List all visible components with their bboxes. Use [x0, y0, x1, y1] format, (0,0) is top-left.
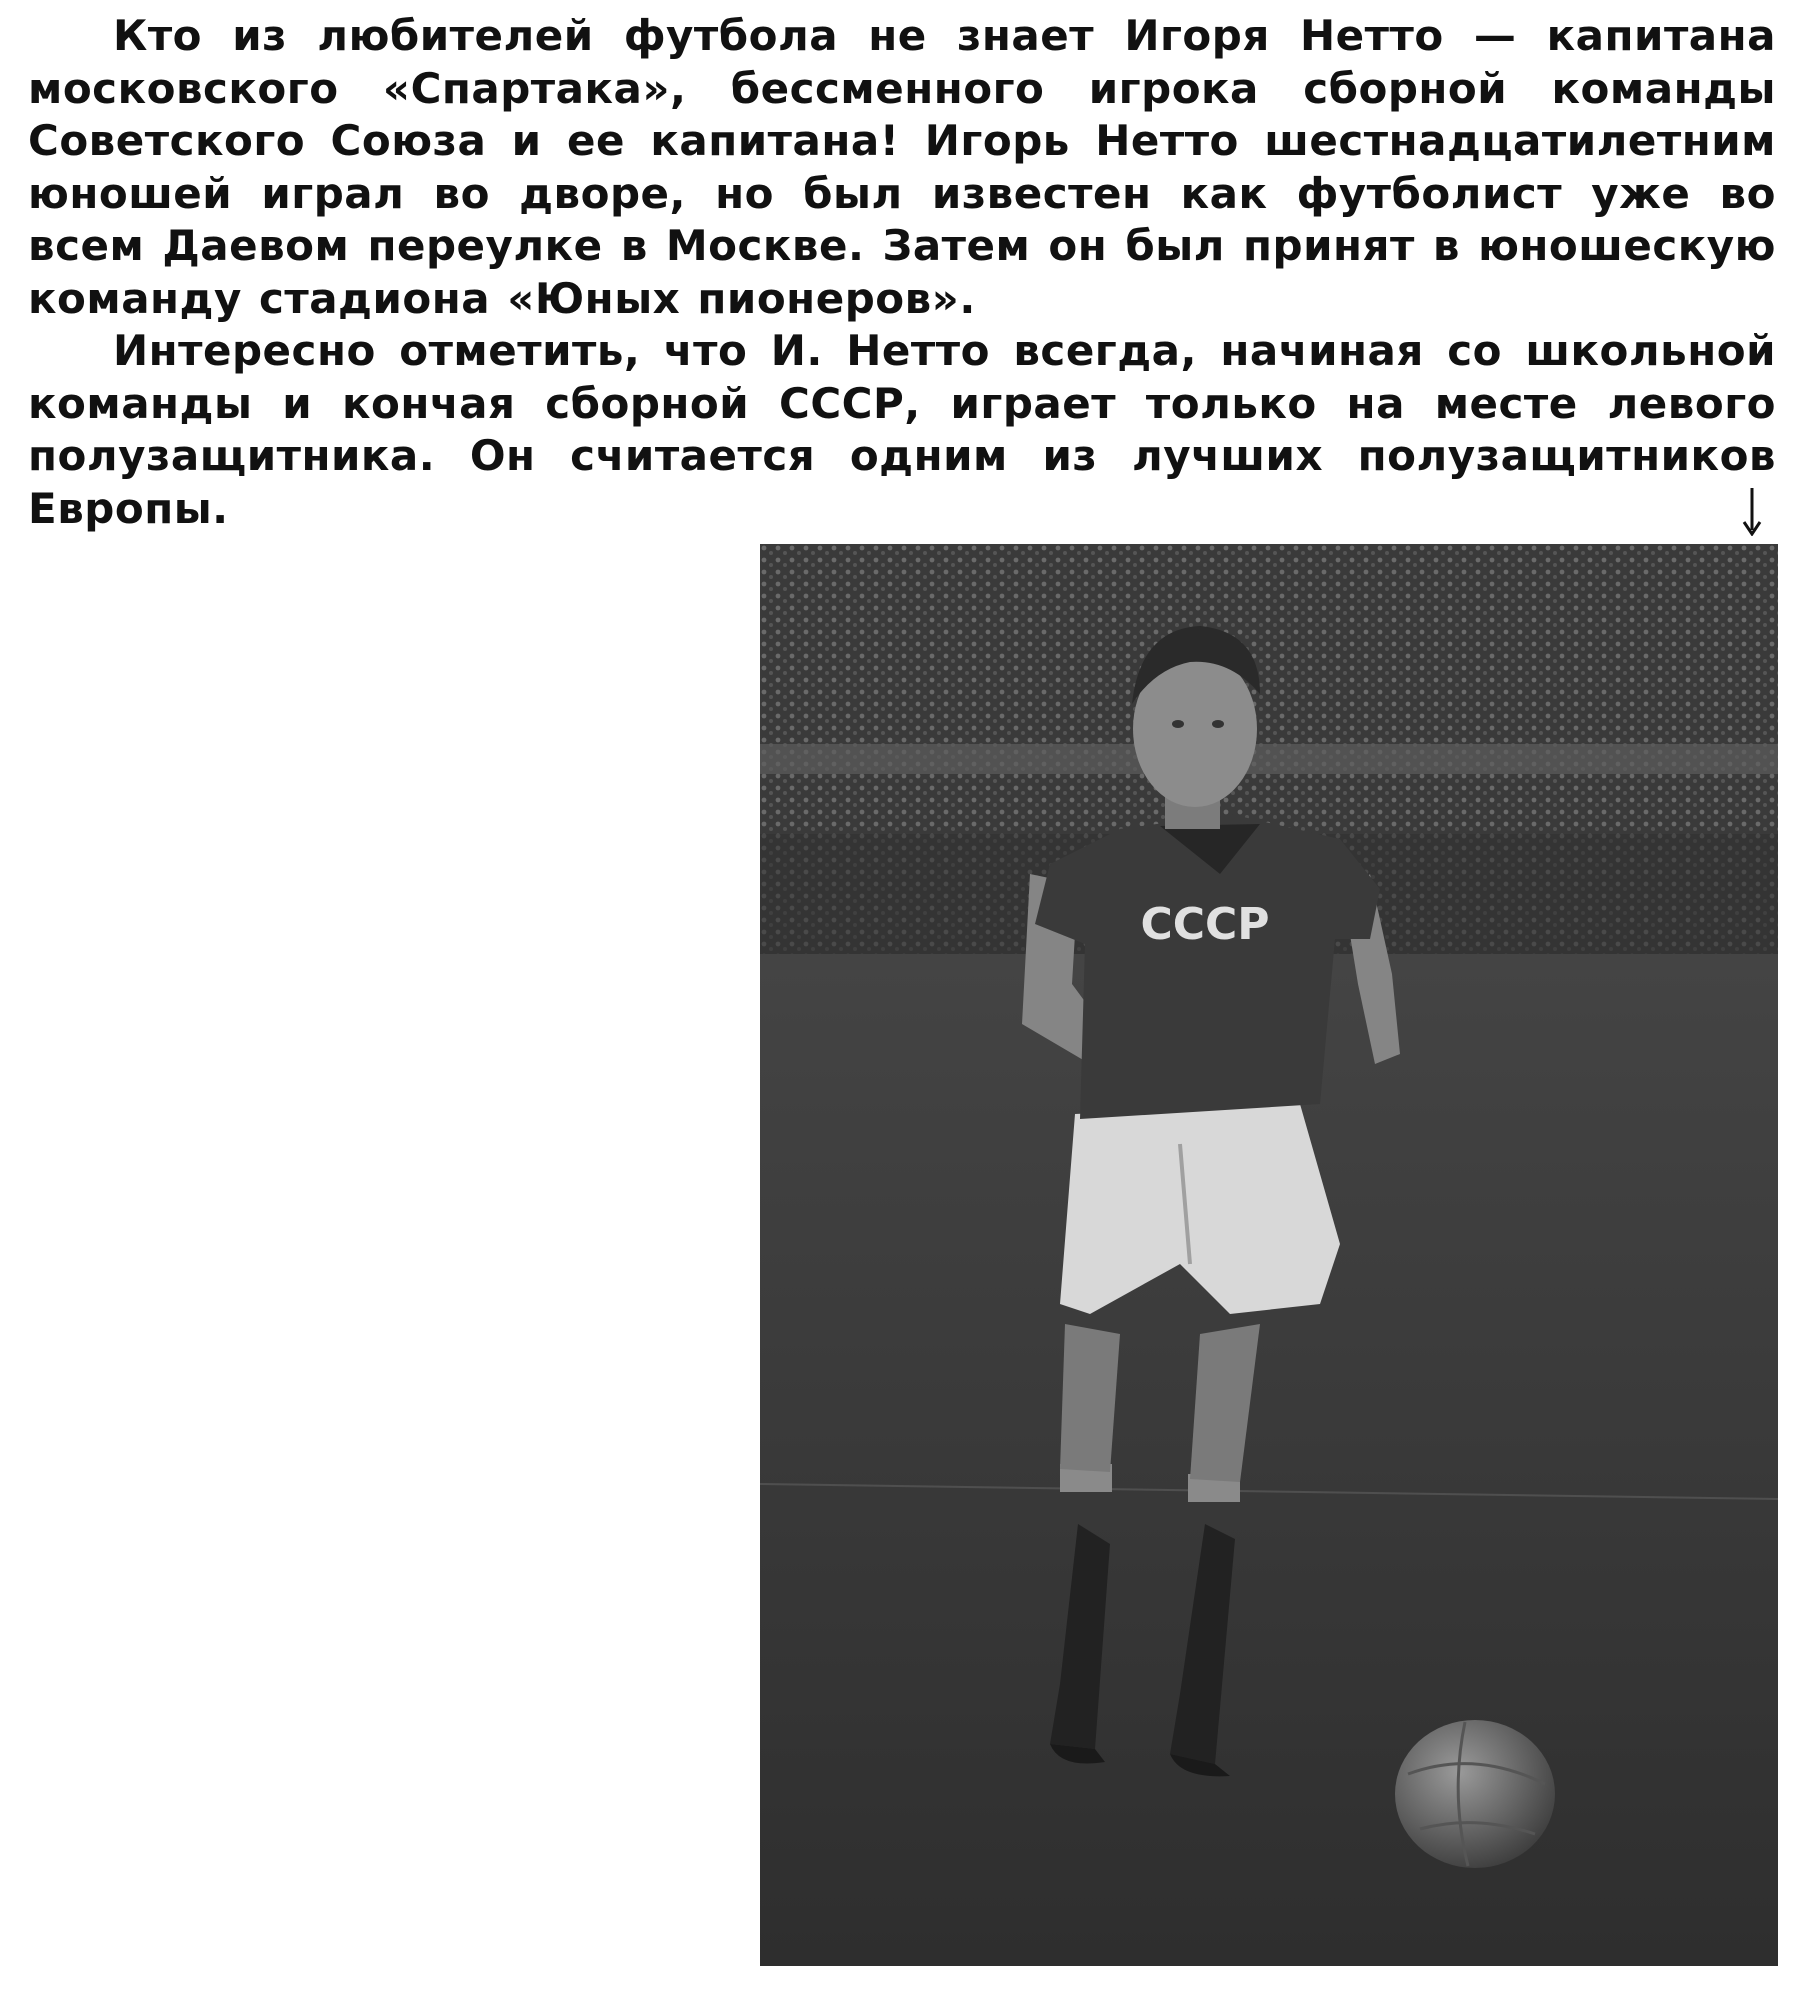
paragraph-1: Кто из любителей футбола не знает Игоря Нетто — капитана московского «Спартака», бессменного игрока сборной команды Советского Союза и ее капитана! Игорь Нетто шестнадцатилетним юношей играл во дворе, но был известен как футболист уже во всем Даевом переулке в Москве. Затем он был принят в юношескую команду стадиона «Юных пионеров». [28, 11, 1776, 323]
paragraph-2: Интересно отметить, что И. Нетто всегда, начиная со школьной команды и кончая сборной СССР, играет только на месте левого полузащитника. Он считается одним из лучших полузащитников Европы. [28, 326, 1776, 533]
arrow-down-icon [1740, 486, 1764, 536]
jersey-text: СССР [1140, 899, 1270, 950]
article-text [28, 10, 1776, 535]
player-photo [760, 544, 1778, 1966]
